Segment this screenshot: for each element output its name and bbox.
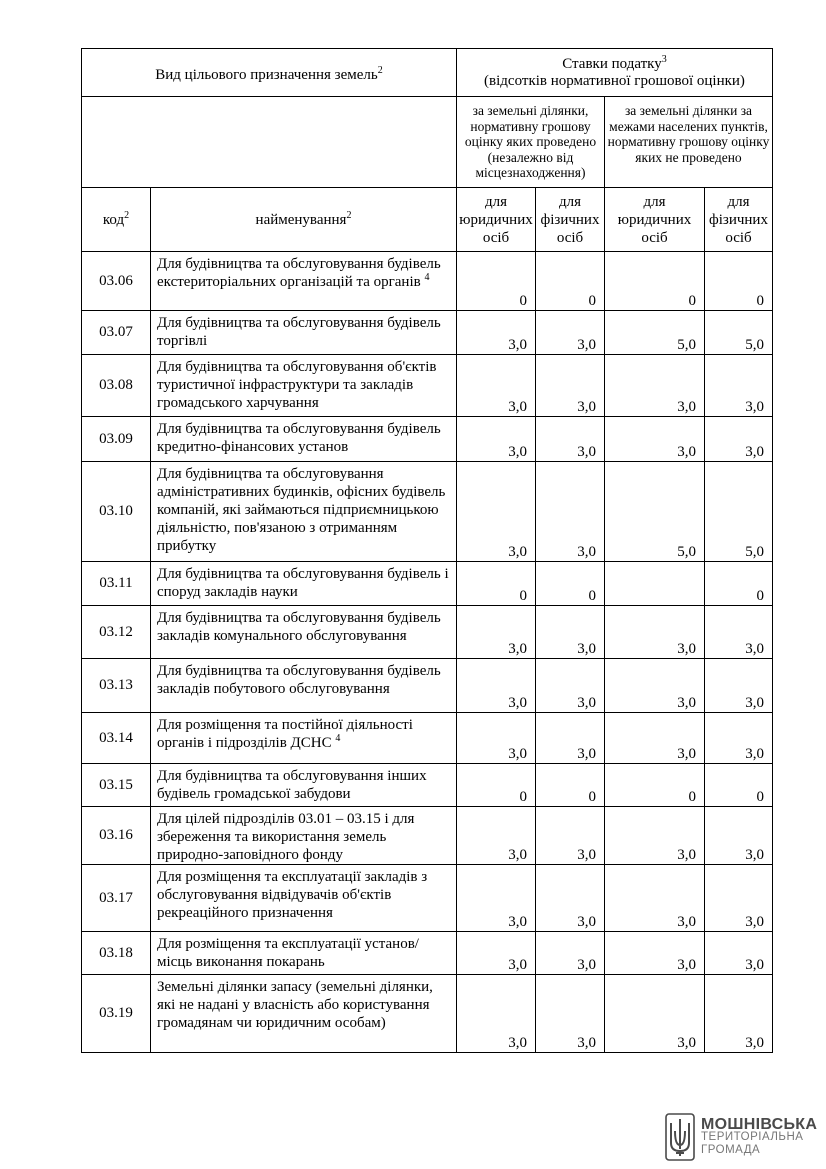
rate-individual-assessed: 0 (536, 764, 605, 807)
code-column-header: код$^2$ (82, 188, 151, 252)
rate-legal-assessed: 3,0 (457, 462, 536, 562)
rate-legal-assessed: 3,0 (457, 807, 536, 865)
group-unassessed-header: за земельні ділянки за межами населених пунктів, нормативну грошову оцінку яких не проведено (605, 97, 773, 188)
row-code: 03.07 (82, 311, 151, 355)
table-row (82, 764, 773, 807)
row-code: 03.16 (82, 807, 151, 865)
rate-individual-unassessed: 3,0 (705, 606, 773, 659)
table-row (82, 252, 773, 311)
rate-legal-unassessed: 3,0 (605, 659, 705, 713)
row-code: 03.17 (82, 865, 151, 932)
individuals-header-1: для фізичних осіб (536, 188, 605, 252)
row-code: 03.11 (82, 562, 151, 606)
table-row (82, 659, 773, 713)
row-name: Для будівництва та обслуговування адміністративних будинків, офісних будівель компаній, які займаються підприємницькою діяльністю, пов'язаною з отриманням прибутку (151, 462, 457, 562)
row-code: 03.19 (82, 975, 151, 1053)
rate-legal-assessed: 3,0 (457, 713, 536, 764)
rate-individual-unassessed: 3,0 (705, 417, 773, 462)
rate-individual-assessed: 3,0 (536, 659, 605, 713)
rate-legal-assessed: 3,0 (457, 311, 536, 355)
row-name: Для розміщення та експлуатації установ/місць виконання покарань (151, 932, 457, 975)
rate-legal-unassessed: 3,0 (605, 932, 705, 975)
rate-individual-assessed: 3,0 (536, 807, 605, 865)
rate-legal-unassessed: 3,0 (605, 355, 705, 417)
rate-legal-assessed: 3,0 (457, 355, 536, 417)
rate-legal-assessed: 3,0 (457, 975, 536, 1053)
table-row (82, 606, 773, 659)
table-row (82, 355, 773, 417)
row-code: 03.06 (82, 252, 151, 311)
legal-entities-header-2: для юридичних осіб (605, 188, 705, 252)
rate-legal-assessed: 3,0 (457, 606, 536, 659)
community-logo (665, 1113, 817, 1161)
rate-individual-unassessed: 3,0 (705, 807, 773, 865)
row-name: Для будівництва та обслуговування будівель торгівлі (151, 311, 457, 355)
rate-individual-unassessed: 3,0 (705, 355, 773, 417)
rate-legal-assessed: 3,0 (457, 417, 536, 462)
table-row (82, 807, 773, 865)
rate-legal-assessed: 0 (457, 252, 536, 311)
trident-icon (665, 1113, 695, 1161)
row-name: Для будівництва та обслуговування будівель закладів комунального обслуговування (151, 606, 457, 659)
rate-legal-unassessed: 3,0 (605, 807, 705, 865)
row-code: 03.18 (82, 932, 151, 975)
table-row (82, 562, 773, 606)
row-name: Для будівництва та обслуговування будівель і споруд закладів науки (151, 562, 457, 606)
table-row (82, 417, 773, 462)
row-name: Для розміщення та постійної діяльності органів і підрозділів ДСНС $^4$ (151, 713, 457, 764)
rate-individual-assessed: 3,0 (536, 975, 605, 1053)
row-name: Для цілей підрозділів 03.01 – 03.15 і для збереження та використання земель природно-заповідного фонду (151, 807, 457, 865)
rate-individual-unassessed: 3,0 (705, 975, 773, 1053)
rate-legal-unassessed: 5,0 (605, 462, 705, 562)
rate-legal-unassessed: 0 (605, 252, 705, 311)
rate-legal-assessed: 0 (457, 562, 536, 606)
rate-legal-unassessed: 3,0 (605, 975, 705, 1053)
rate-legal-unassessed: 3,0 (605, 713, 705, 764)
row-code: 03.14 (82, 713, 151, 764)
rate-individual-unassessed: 5,0 (705, 462, 773, 562)
name-column-header: найменування$^2$ (151, 188, 457, 252)
row-name: Для будівництва та обслуговування будівель екстериторіальних організацій та органів $^4$ (151, 252, 457, 311)
row-code: 03.10 (82, 462, 151, 562)
individuals-header-2: для фізичних осіб (705, 188, 773, 252)
table-row (82, 713, 773, 764)
logo-line-1: МОШНІВСЬКА (701, 1115, 818, 1133)
row-name: Для будівництва та обслуговування інших будівель громадської забудови (151, 764, 457, 807)
rate-legal-unassessed: 5,0 (605, 311, 705, 355)
row-code: 03.12 (82, 606, 151, 659)
rate-individual-assessed: 3,0 (536, 311, 605, 355)
rate-individual-unassessed: 0 (705, 562, 773, 606)
row-name: Для будівництва та обслуговування будівель закладів побутового обслуговування (151, 659, 457, 713)
rates-header: Ставки податку$^3$ (відсотків нормативної грошової оцінки) (457, 49, 773, 97)
rate-individual-unassessed: 3,0 (705, 713, 773, 764)
rate-individual-unassessed: 3,0 (705, 865, 773, 932)
rate-legal-assessed: 3,0 (457, 865, 536, 932)
land-purpose-header: Вид цільового призначення земель$^2$ (82, 49, 457, 97)
logo-line-3: ГРОМАДА (701, 1143, 761, 1156)
rate-individual-assessed: 3,0 (536, 865, 605, 932)
rate-legal-assessed: 0 (457, 764, 536, 807)
row-code: 03.08 (82, 355, 151, 417)
table-row (82, 975, 773, 1053)
rate-individual-assessed: 3,0 (536, 932, 605, 975)
table-row (82, 932, 773, 975)
rate-legal-unassessed: 3,0 (605, 417, 705, 462)
rate-legal-unassessed: 0 (605, 764, 705, 807)
rate-individual-assessed: 0 (536, 562, 605, 606)
row-name: Земельні ділянки запасу (земельні ділянки, які не надані у власність або користування громадянам чи юридичним особам) (151, 975, 457, 1053)
legal-entities-header-1: для юридичних осіб (457, 188, 536, 252)
table-row (82, 462, 773, 562)
rate-individual-unassessed: 0 (705, 764, 773, 807)
table-row (82, 865, 773, 932)
row-code: 03.09 (82, 417, 151, 462)
rate-legal-assessed: 3,0 (457, 932, 536, 975)
rate-individual-unassessed: 3,0 (705, 659, 773, 713)
row-name: Для будівництва та обслуговування будівель кредитно-фінансових установ (151, 417, 457, 462)
rate-individual-assessed: 3,0 (536, 417, 605, 462)
rate-individual-assessed: 0 (536, 252, 605, 311)
rate-legal-unassessed: 3,0 (605, 865, 705, 932)
rate-individual-unassessed: 0 (705, 252, 773, 311)
rate-legal-assessed: 3,0 (457, 659, 536, 713)
rate-individual-assessed: 3,0 (536, 713, 605, 764)
rate-individual-assessed: 3,0 (536, 355, 605, 417)
empty-header-cell (82, 97, 457, 188)
rate-individual-assessed: 3,0 (536, 606, 605, 659)
row-code: 03.15 (82, 764, 151, 807)
group-assessed-header: за земельні ділянки, нормативну грошову оцінку яких проведено (незалежно від місцезнаходження) (457, 97, 605, 188)
row-name: Для будівництва та обслуговування об'єктів туристичної інфраструктури та закладів громадського харчування (151, 355, 457, 417)
rate-individual-unassessed: 5,0 (705, 311, 773, 355)
row-code: 03.13 (82, 659, 151, 713)
rate-legal-unassessed (605, 562, 705, 606)
table-row (82, 311, 773, 355)
row-name: Для розміщення та експлуатації закладів з обслуговування відвідувачів об'єктів рекреаційного призначення (151, 865, 457, 932)
rate-individual-unassessed: 3,0 (705, 932, 773, 975)
logo-line-2: ТЕРИТОРІАЛЬНА (701, 1130, 804, 1143)
tax-rates-table (81, 48, 773, 1053)
rate-individual-assessed: 3,0 (536, 462, 605, 562)
rate-legal-unassessed: 3,0 (605, 606, 705, 659)
